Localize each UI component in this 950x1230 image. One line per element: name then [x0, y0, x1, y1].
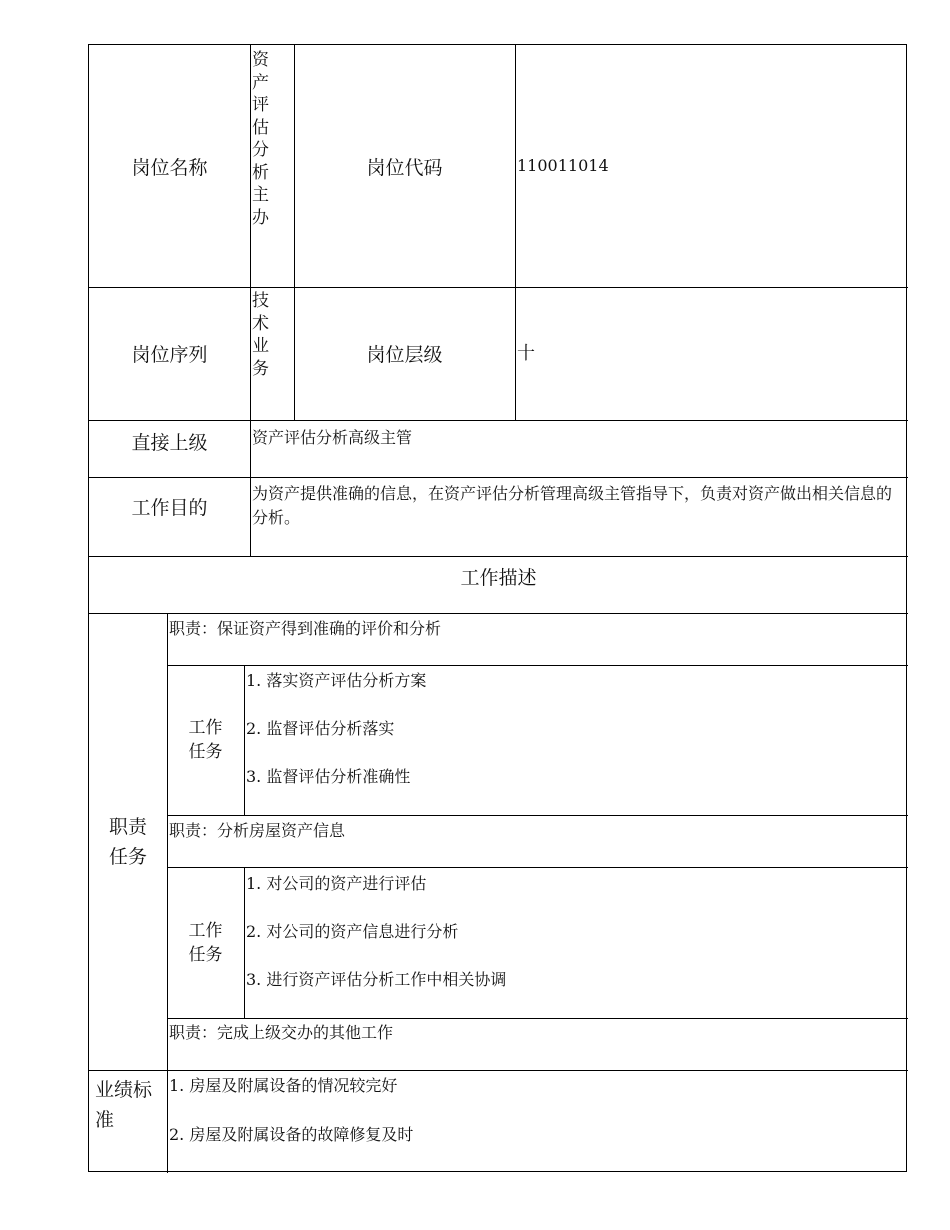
post-code-value: 110011014 [517, 156, 609, 175]
superior-label: 直接上级 [131, 431, 208, 454]
description-title: 工作描述 [460, 566, 537, 589]
row-divider [89, 613, 908, 614]
performance-item: 1. 房屋及附属设备的情况较完好 [169, 1076, 398, 1095]
purpose-value: 为资产提供准确的信息，在资产评估分析管理高级主管指导下，负责对资产做出相关信息的分析。 [252, 484, 893, 527]
task-item: 2. 对公司的资产信息进行分析 [246, 922, 459, 941]
post-code-label: 岗位代码 [366, 156, 443, 179]
task-item: 2. 监督评估分析落实 [246, 719, 395, 738]
row-divider [167, 815, 908, 816]
row-divider [167, 665, 908, 666]
post-sequence-value: 技术业务 [252, 291, 269, 379]
task-item: 3. 进行资产评估分析工作中相关协调 [246, 970, 507, 989]
col-divider [244, 665, 245, 815]
col-divider [515, 45, 516, 420]
task-item: 1. 落实资产评估分析方案 [246, 671, 427, 690]
duty-title: 职责：完成上级交办的其他工作 [169, 1023, 394, 1042]
task-item: 1. 对公司的资产进行评估 [246, 874, 427, 893]
duty-title: 职责：保证资产得到准确的评价和分析 [169, 619, 442, 638]
post-sequence-label: 岗位序列 [131, 344, 208, 366]
performance-label: 业绩标准 [95, 1079, 153, 1131]
col-divider [250, 45, 251, 556]
performance-item: 2. 房屋及附属设备的故障修复及时 [169, 1125, 414, 1144]
duty-title: 职责：分析房屋资产信息 [169, 821, 346, 840]
duties-label: 职责任务 [108, 815, 147, 868]
job-description-table [88, 44, 907, 1172]
row-divider [167, 1018, 908, 1019]
post-name-value: 资产评估分析主办 [252, 50, 269, 228]
col-divider [244, 867, 245, 1018]
row-divider [89, 1070, 908, 1071]
post-level-value: 十 [517, 342, 535, 364]
post-level-label: 岗位层级 [366, 344, 443, 366]
row-divider [167, 867, 908, 868]
purpose-label: 工作目的 [131, 496, 208, 519]
task-label: 工作任务 [188, 920, 223, 965]
task-label: 工作任务 [188, 718, 223, 762]
task-item: 3. 监督评估分析准确性 [246, 767, 411, 786]
superior-value: 资产评估分析高级主管 [252, 428, 413, 447]
post-name-label: 岗位名称 [131, 156, 208, 179]
